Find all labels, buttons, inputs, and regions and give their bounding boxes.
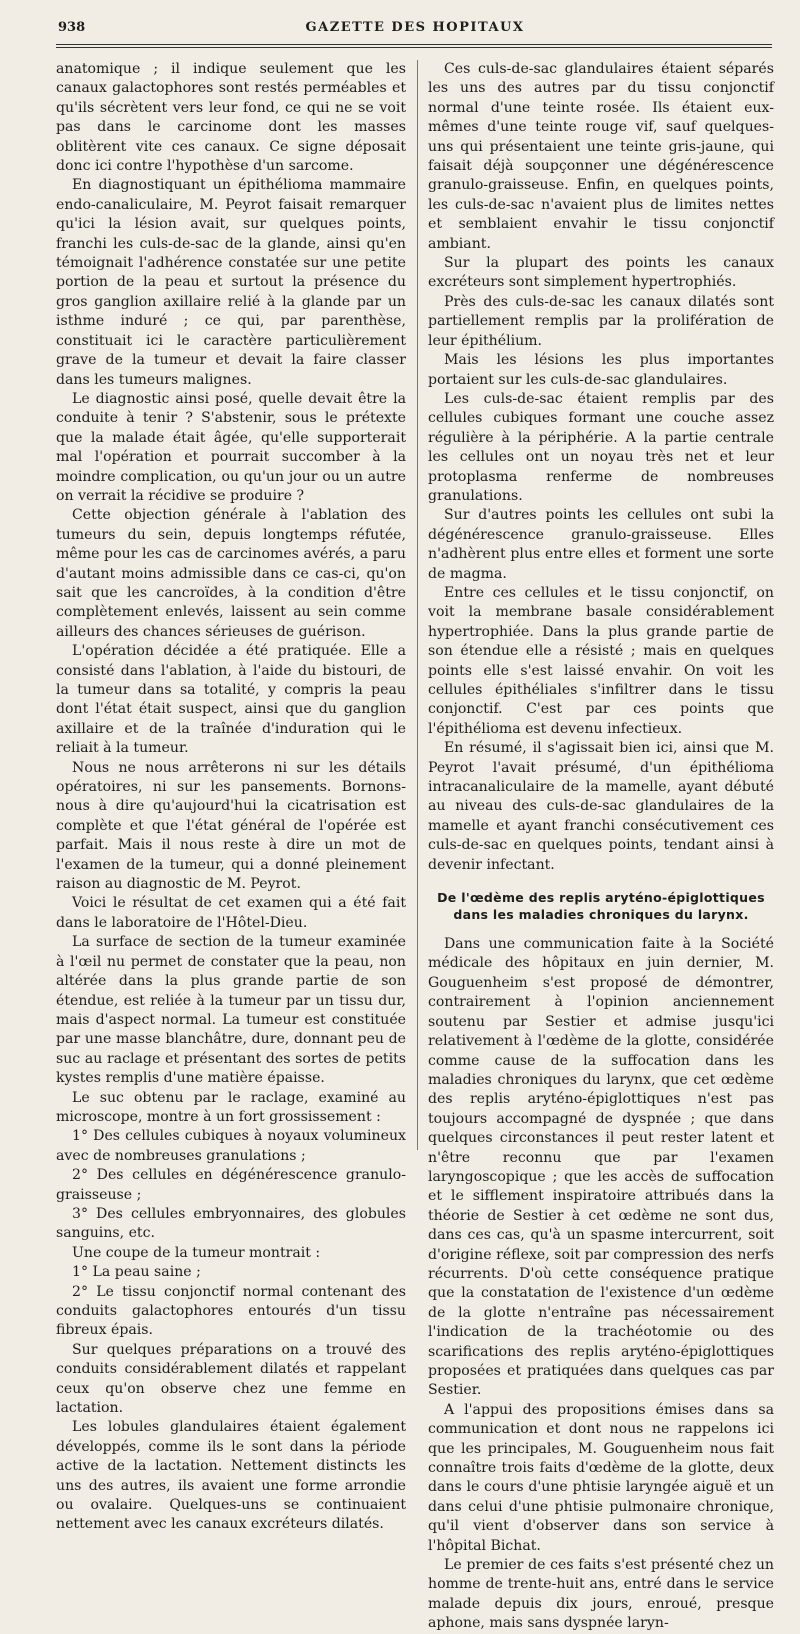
list-item: 1° Des cellules cubiques à noyaux volumineux avec de nombreuses granulations ; — [56, 1128, 406, 1164]
paragraph: Les lobules glandulaires étaient également développés, comme ils le sont dans la période active de la lactation. Nettement distincts les uns des autres, ils avaient une forme arrondie ou ovalaire. Quelques-uns se continuaient nettement avec les canaux excréteurs dilatés. — [56, 1419, 406, 1533]
paragraph: Le suc obtenu par le raclage, examiné au microscope, montre à un fort grossissement : — [56, 1089, 406, 1125]
list-item: 2° Des cellules en dégénérescence granulo-graisseuse ; — [56, 1167, 406, 1203]
left-column — [56, 60, 406, 1535]
paragraph: L'opération décidée a été pratiquée. Elle a consisté dans l'ablation, à l'aide du bistouri, de la tumeur dans sa totalité, y compris la peau dont l'état était suspect, ainsi que du ganglion axillaire et de la traînée d'induration qui le reliait à la tumeur. — [56, 643, 406, 757]
paragraph: Sur d'autres points les cellules ont subi la dégénérescence granulo-graisseuse. Elles n'adhèrent plus entre elles et forment une sorte de magma. — [428, 507, 774, 582]
paragraph: En diagnostiquant un épithélioma mammaire endo-canaliculaire, M. Peyrot faisait remarquer qu'ici la lésion avait, sur quelques points, franchi les culs-de-sac de la glande, ainsi qu'en témoignait l'adhérence constatée sur une petite portion de la peau et surtout la présence du gros ganglion axillaire relié à la glande par un isthme induré ; ce qui, par parenthèse, constituait ici le caractère particulièrement grave de la tumeur et devait la faire classer dans les tumeurs malignes. — [56, 177, 406, 388]
column-divider — [417, 60, 418, 1150]
paragraph: Le diagnostic ainsi posé, quelle devait être la conduite à tenir ? S'abstenir, sous le prétexte que la malade était âgée, qu'elle supporterait mal l'opération et pourrait succomber à la moindre complication, ou qu'un jour ou un autre on verrait la récidive se produire ? — [56, 390, 406, 504]
paragraph: La surface de section de la tumeur examinée à l'œil nu permet de constater que la peau, non altérée dans la plus grande partie de son étendue, est reliée à la tumeur par un tissu dur, mais d'aspect normal. La tumeur est constituée par une masse blanchâtre, dure, donnant peu de suc au raclage et présentant des sortes de petits kystes remplis d'une matière épaisse. — [56, 934, 406, 1087]
paragraph: Cette objection générale à l'ablation des tumeurs du sein, depuis longtemps réfutée, même pour les cas de carcinomes avérés, a paru d'autant moins admissible dans ce cas-ci, qu'on sait que les cancroïdes, à la condition d'être complètement enlevés, laissent au sein comme ailleurs des chances sérieuses de guérison. — [56, 507, 406, 640]
paragraph: En résumé, il s'agissait bien ici, ainsi que M. Peyrot l'avait présumé, d'un épithélioma intracanaliculaire de la mamelle, ayant débuté au niveau des culs-de-sac glandulaires de la mamelle et ayant franchi consécutivement ces culs-de-sac en quelques points, tendant ainsi à devenir infectant. — [428, 740, 774, 873]
paragraph: Une coupe de la tumeur montrait : — [72, 1244, 321, 1261]
running-title: GAZETTE DES HOPITAUX — [305, 20, 525, 35]
list-item: 2° Le tissu conjonctif normal contenant des conduits galactophores entourés d'un tissu fibreux épais. — [56, 1283, 406, 1339]
paragraph: Ces culs-de-sac glandulaires étaient séparés les uns des autres par du tissu conjonctif normal d'une teinte rosée. Ils étaient eux-mêmes d'une teinte rouge vif, sauf quelques-uns qui présentaient une teinte gris-jaune, qui faisait déjà soupçonner une dégénérescence granulo-graisseuse. Enfin, en quelques points, les culs-de-sac n'avaient plus de limites nettes et semblaient envahir le tissu conjonctif ambiant. — [428, 61, 774, 252]
paragraph: Entre ces cellules et le tissu conjonctif, on voit la membrane basale considérablement hypertrophiée. Dans la plus grande partie de son étendue elle a résisté ; mais en quelques points elle s'est laissé envahir. On voit les cellules épithéliales s'infiltrer dans le tissu conjonctif. C'est par ces points que l'épithélioma est devenu infectieux. — [428, 584, 774, 737]
paragraph: Mais les lésions les plus importantes portaient sur les culs-de-sac glandulaires. — [428, 352, 774, 388]
section-title: De l'œdème des replis aryténo-épiglottiques dans les maladies chroniques du larynx. — [437, 890, 765, 923]
paragraph: Près des culs-de-sac les canaux dilatés sont partiellement remplis par la prolifération de leur épithélium. — [428, 293, 774, 349]
paragraph: Les culs-de-sac étaient remplis par des cellules cubiques formant une couche assez régulière à la périphérie. A la partie centrale les cellules ont un noyau très net et leur protoplasma renferme de nombreuses granulations. — [428, 390, 774, 504]
paragraph: A l'appui des propositions émises dans sa communication et dont nous ne rappelons ici que les principales, M. Gouguenheim nous fait connaître trois faits d'œdème de la glotte, deux dans le cours d'une phtisie laryngée aiguë et un dans celui d'une phtisie pulmonaire chronique, qu'il vient d'observer dans son service à l'hôpital Bichat. — [428, 1401, 774, 1554]
paragraph: Le premier de ces faits s'est présenté chez un homme de trente-huit ans, entré dans le service malade depuis dix jours, enroué, presque aphone, mais sans dyspnée laryn- — [428, 1557, 774, 1632]
list-item: 3° Des cellules embryonnaires, des globules sanguins, etc. — [56, 1205, 406, 1242]
paragraph: Dans une communication faite à la Société médicale des hôpitaux en juin dernier, M. Gouguenheim s'est proposé de démontrer, contrairement à l'opinion anciennement soutenu par Sestier et admise jusqu'ici relativement à l'œdème de la glotte, considérée comme cause de la suffocation dans les maladies chroniques du larynx, que cet œdème des replis aryténo-épiglottiques n'est pas toujours accompagné de dyspnée ; que dans quelques circonstances il peut rester latent et n'être reconnu que par l'examen laryngoscopique ; que les accès de suffocation et le sifflement inspiratoire attribués dans la théorie de Sestier à cet œdème ne sont dus, dans ces cas, qu'à un spasme intercurrent, soit d'origine réflexe, soit par compression des nerfs récurrents. D'où cette conséquence pratique que la constatation de l'existence d'un œdème de la glotte n'entraîne pas nécessairement l'indication de la trachéotomie ou des scarifications des replis aryténo-épiglottiques proposées et pratiquées dans quelques cas par Sestier. — [428, 936, 774, 1399]
paragraph: Sur la plupart des points les canaux excréteurs sont simplement hypertrophiés. — [428, 255, 774, 291]
page-header — [58, 18, 772, 40]
page-number: 938 — [58, 20, 86, 35]
paragraph: Sur quelques préparations on a trouvé des conduits considérablement dilatés et rappelant ceux qu'on observe chez une femme en lactation. — [56, 1341, 406, 1417]
list-item: 1° La peau saine ; — [72, 1264, 201, 1281]
header-rule — [56, 44, 772, 45]
right-column — [428, 60, 774, 1634]
paragraph: Nous ne nous arrêterons ni sur les détails opératoires, ni sur les pansements. Bornons-nous à dire qu'aujourd'hui la cicatrisation est complète et que l'état général de l'opérée est parfait. Mais il nous reste à dire un mot de l'examen de la tumeur, qui a donné pleinement raison au diagnostic de M. Peyrot. — [56, 759, 406, 893]
paragraph: anatomique ; il indique seulement que les canaux galactophores sont restés perméables et qu'ils sécrètent vers leur fond, ce qui ne se voit pas dans le carcinome dont les masses oblitèrent vite ces canaux. Ce signe déposait donc ici contre l'hypothèse d'un sarcome. — [56, 61, 406, 175]
paragraph: Voici le résultat de cet examen qui a été fait dans le laboratoire de l'Hôtel-Dieu. — [56, 895, 406, 931]
header-rule-double — [56, 47, 772, 48]
